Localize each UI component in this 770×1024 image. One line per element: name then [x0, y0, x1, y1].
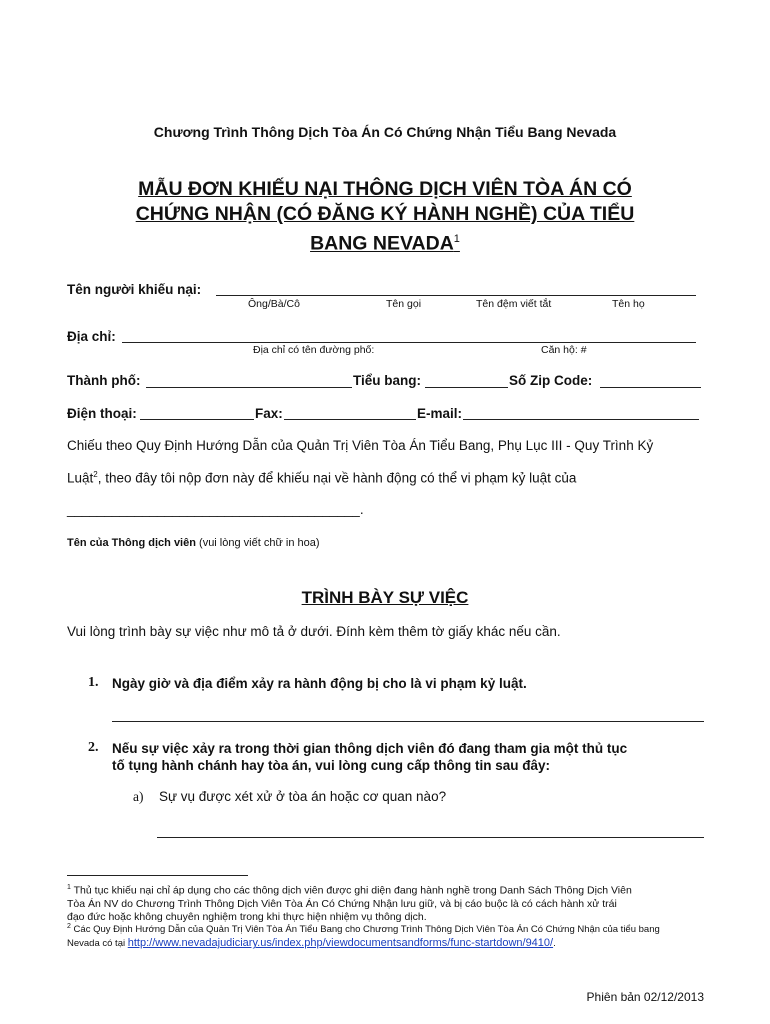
form-title: [100, 177, 670, 257]
footnote-2-text-3: .: [553, 938, 556, 950]
form-title-line-3-text: BANG NEVADA: [310, 232, 454, 255]
footnote-divider: [67, 875, 248, 876]
caption-first-name: Tên gọi: [386, 298, 422, 310]
footnote-ref-1: 1: [453, 233, 460, 245]
question-2-text-line-1: Nếu sự việc xảy ra trong thời gian thông dịch viên đó đang tham gia một thủ tục: [112, 741, 628, 756]
caption-middle-initial: Tên đệm viết tắt: [476, 298, 552, 310]
footnote-ref-2: 2: [93, 470, 98, 479]
address-field[interactable]: [122, 342, 696, 343]
intro-line-1: Chiếu theo Quy Định Hướng Dẫn của Quản Trị Viên Tòa Án Tiểu Bang, Phụ Lục III - Quy Trình Kỷ: [67, 438, 654, 453]
interpreter-name-caption: [67, 537, 320, 549]
footnote-1: [67, 881, 727, 924]
form-title-line-2: CHỨNG NHẬN (CÓ ĐĂNG KÝ HÀNH NGHỀ) CỦA TIỂU: [135, 203, 635, 225]
email-label: E-mail:: [417, 406, 463, 421]
address-label: Địa chỉ:: [67, 329, 116, 344]
statement-heading: TRÌNH BÀY SỰ VIỆC: [301, 588, 469, 607]
question-2-number: 2.: [88, 740, 99, 755]
phone-label: Điện thoại:: [67, 406, 137, 421]
complainant-name-field[interactable]: [216, 295, 696, 296]
question-2a-letter: a): [133, 789, 144, 804]
footnote-1-text-1: Thủ tục khiếu nại chỉ áp dụng cho các thông dịch viên được ghi diện đang hành nghề trong Danh Sách Thông Dịch Viên: [73, 884, 632, 897]
question-2a-answer-field[interactable]: [157, 837, 704, 838]
footnote-1-line-3: đạo đức hoặc không chuyên nghiệm trong khi thực hiện nhiệm vụ thông dịch.: [67, 910, 427, 923]
interpreter-name-field[interactable]: _______________________________________.: [67, 502, 364, 517]
question-1-answer-field[interactable]: [112, 721, 704, 722]
form-title-line-1: MẪU ĐƠN KHIẾU NẠI THÔNG DỊCH VIÊN TÒA ÁN CÓ: [138, 178, 632, 200]
state-field[interactable]: [425, 387, 508, 388]
phone-field[interactable]: [140, 419, 254, 420]
footnote-2-line-1: [67, 920, 727, 936]
statement-instruction: Vui lòng trình bày sự việc như mô tả ở dưới. Đính kèm thêm tờ giấy khác nếu cần.: [67, 624, 561, 639]
intro-line-2: [67, 470, 576, 486]
footnote-1-line-2: Tòa Án NV do Chương Trình Thông Dịch Viên Tòa Án Có Chứng Nhận lưu giữ, và bị cáo buộc là có cách hành xử trái: [67, 897, 617, 910]
state-label: Tiểu bang:: [353, 373, 422, 388]
interpreter-name-hint: (vui lòng viết chữ in hoa): [199, 537, 320, 549]
intro-line-2-end: , theo đây tôi nộp đơn này để khiếu nại về hành động có thể vi phạm kỷ luật của: [97, 470, 577, 486]
caption-street-address: Địa chỉ có tên đường phố:: [253, 344, 375, 356]
complainant-label: Tên người khiếu nại:: [67, 282, 202, 297]
question-1-number: 1.: [88, 675, 99, 690]
footnote-2-text-1: Các Quy Định Hướng Dẫn của Quản Trị Viên Tòa Án Tiểu Bang cho Chương Trình Thông Dịch Viên Tòa Án Có Chứng Nhận của tiểu bang: [73, 924, 660, 936]
intro-line-2-start: Luật: [67, 470, 94, 486]
footnote-1-mark: 1: [67, 884, 71, 891]
city-field[interactable]: [146, 387, 352, 388]
caption-title: Ông/Bà/Cô: [248, 298, 300, 310]
caption-last-name: Tên họ: [612, 298, 645, 310]
caption-apartment: Căn hộ: #: [541, 344, 587, 356]
city-label: Thành phố:: [67, 373, 141, 388]
footnote-2: [67, 920, 727, 951]
zip-label: Số Zip Code:: [509, 373, 593, 388]
footnote-1-line-1: [67, 881, 727, 898]
program-name: Chương Trình Thông Dịch Tòa Án Có Chứng Nhận Tiểu Bang Nevada: [153, 124, 617, 140]
footnote-2-mark: 2: [67, 923, 71, 930]
question-1-text: Ngày giờ và địa điểm xảy ra hành động bị cho là vi phạm kỷ luật.: [112, 676, 527, 691]
footnote-2-text-2: Nevada có tại: [67, 938, 128, 950]
version-label: Phiên bản 02/12/2013: [586, 990, 704, 1004]
zip-field[interactable]: [600, 387, 701, 388]
interpreter-name-label: Tên của Thông dịch viên: [67, 537, 196, 549]
form-title-line-3: [100, 227, 670, 257]
question-2a-text: Sự vụ được xét xử ở tòa án hoặc cơ quan nào?: [159, 789, 447, 804]
footnote-2-line-2: [67, 937, 727, 950]
fax-label: Fax:: [255, 406, 283, 421]
fax-field[interactable]: [284, 419, 416, 420]
email-field[interactable]: [463, 419, 699, 420]
question-2-text-line-2: tố tụng hành chánh hay tòa án, vui lòng cung cấp thông tin sau đây:: [112, 758, 551, 773]
rules-link[interactable]: http://www.nevadajudiciary.us/index.php/viewdocumentsandforms/func-startdown/9410/: [127, 937, 554, 950]
